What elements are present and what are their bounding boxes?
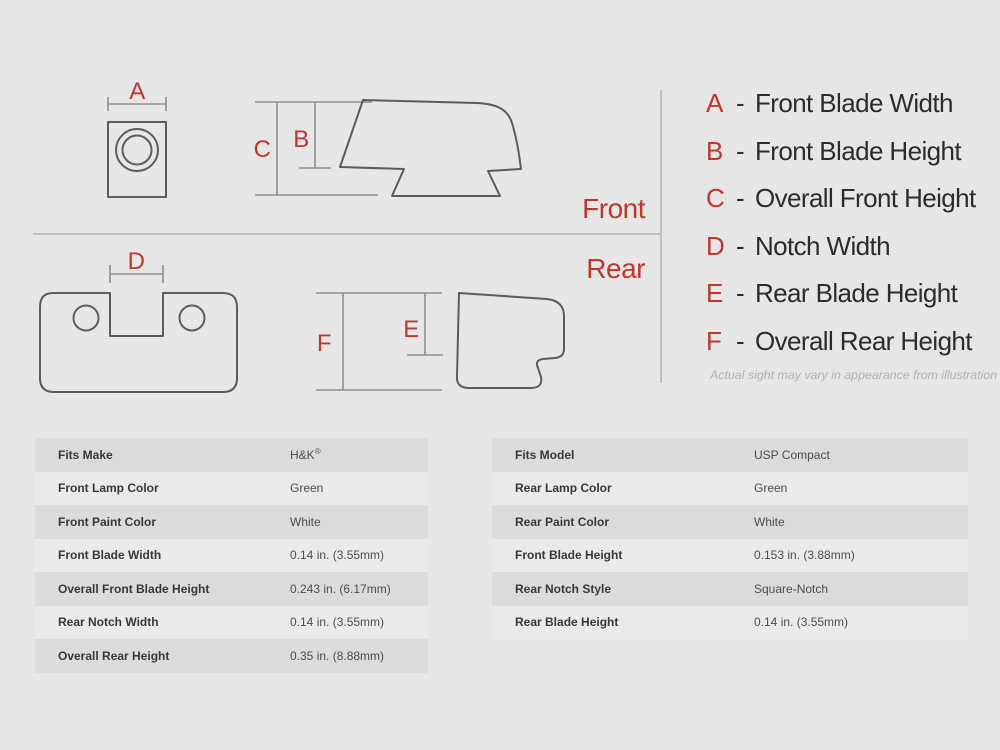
rear-sight-back-view	[40, 248, 237, 392]
spec-value	[754, 582, 828, 596]
dim-c-label: C	[253, 136, 271, 163]
spec-row	[35, 639, 428, 673]
spec-label: Rear Blade Height	[515, 615, 619, 630]
legend-letter: C	[706, 183, 725, 214]
legend-letter: E	[706, 278, 723, 309]
spec-row	[492, 438, 968, 472]
spec-row	[35, 505, 428, 539]
legend-item	[706, 80, 976, 128]
spec-label: Rear Lamp Color	[515, 481, 612, 496]
legend-label: Front Blade Height	[755, 135, 961, 166]
legend-dash: -	[736, 325, 745, 356]
spec-label: Overall Rear Height	[58, 648, 170, 663]
legend-dash: -	[736, 230, 745, 261]
legend-dash: -	[736, 278, 745, 309]
spec-value	[290, 582, 391, 596]
spec-row	[35, 539, 428, 573]
spec-label: Fits Model	[515, 447, 575, 462]
spec-row	[492, 606, 968, 640]
spec-value-text: 0.243 in. (6.17mm)	[290, 581, 391, 596]
spec-value-text: 0.153 in. (3.88mm)	[754, 548, 855, 563]
registered-trademark-symbol: ®	[314, 447, 321, 457]
front-lamp-inner-circle	[123, 136, 152, 165]
spec-label: Front Blade Height	[515, 548, 623, 563]
legend-item	[706, 175, 976, 223]
spec-value-text: USP Compact	[754, 447, 830, 462]
spec-row	[492, 539, 968, 573]
spec-label: Rear Notch Style	[515, 581, 612, 596]
spec-value-text: Green	[754, 481, 788, 496]
rear-sight-profile-view	[316, 293, 564, 390]
spec-value-text: H&K	[290, 448, 315, 463]
legend-item	[706, 128, 976, 176]
disclaimer-note: Actual sight may vary in appearance from illustration	[710, 368, 998, 382]
legend-dash: -	[736, 183, 745, 214]
front-sight-profile-outline	[340, 100, 521, 196]
spec-value	[754, 615, 848, 629]
spec-value	[754, 515, 785, 529]
legend-letter: F	[706, 325, 722, 356]
spec-label: Overall Front Blade Height	[58, 581, 210, 596]
spec-value-text: Square-Notch	[754, 581, 829, 596]
dim-d-label: D	[127, 248, 145, 275]
spec-value	[290, 515, 321, 529]
spec-value	[290, 649, 384, 663]
front-sight-profile-view	[254, 100, 521, 196]
spec-label: Front Blade Width	[58, 548, 162, 563]
spec-value	[290, 548, 384, 562]
spec-row	[35, 606, 428, 640]
spec-row	[35, 472, 428, 506]
front-spec-table	[35, 438, 428, 673]
spec-value	[754, 481, 787, 495]
spec-value-text: Green	[290, 481, 324, 496]
rear-view-title: Rear	[586, 253, 645, 284]
front-sight-top-view	[108, 78, 166, 197]
legend-label: Overall Rear Height	[755, 325, 972, 356]
dim-e-label: E	[403, 316, 419, 343]
legend-item	[706, 223, 976, 271]
spec-value-text: White	[754, 514, 785, 529]
rear-sight-body-outline	[40, 293, 237, 392]
legend-label: Front Blade Width	[755, 88, 953, 119]
rear-sight-profile-outline	[457, 293, 564, 388]
front-sight-body-outline	[108, 122, 166, 197]
legend-item	[706, 318, 976, 366]
spec-row	[492, 472, 968, 506]
spec-value	[754, 548, 855, 562]
legend-dash: -	[736, 135, 745, 166]
legend-item	[706, 270, 976, 318]
spec-value-text: 0.14 in. (3.55mm)	[754, 615, 849, 630]
rear-spec-table	[492, 438, 968, 639]
legend-label: Overall Front Height	[755, 183, 976, 214]
spec-value	[754, 448, 830, 462]
legend-label: Notch Width	[755, 230, 891, 261]
spec-value	[290, 615, 384, 629]
spec-label: Front Paint Color	[58, 514, 156, 529]
legend-dash: -	[736, 88, 745, 119]
spec-row	[35, 572, 428, 606]
spec-value-text: White	[290, 514, 321, 529]
legend-letter: D	[706, 230, 725, 261]
legend-label: Rear Blade Height	[755, 278, 958, 309]
spec-row	[492, 572, 968, 606]
spec-row	[492, 505, 968, 539]
dim-b-label: B	[293, 126, 309, 153]
spec-value-text: 0.14 in. (3.55mm)	[290, 615, 385, 630]
legend-letter: A	[706, 88, 723, 119]
dim-a-label: A	[129, 78, 145, 105]
spec-label: Rear Notch Width	[58, 615, 159, 630]
spec-value	[290, 481, 323, 495]
rear-lamp-left-circle	[74, 306, 99, 331]
spec-label: Fits Make	[58, 447, 113, 462]
dim-f-label: F	[316, 330, 332, 357]
spec-value	[290, 447, 321, 462]
spec-value-text: 0.14 in. (3.55mm)	[290, 548, 385, 563]
rear-lamp-right-circle	[180, 306, 205, 331]
spec-label: Rear Paint Color	[515, 514, 610, 529]
spec-label: Front Lamp Color	[58, 481, 159, 496]
spec-value-text: 0.35 in. (8.88mm)	[290, 648, 385, 663]
legend-letter: B	[706, 135, 723, 166]
spec-row	[35, 438, 428, 472]
front-view-title: Front	[582, 193, 645, 224]
dimension-legend	[706, 80, 976, 365]
